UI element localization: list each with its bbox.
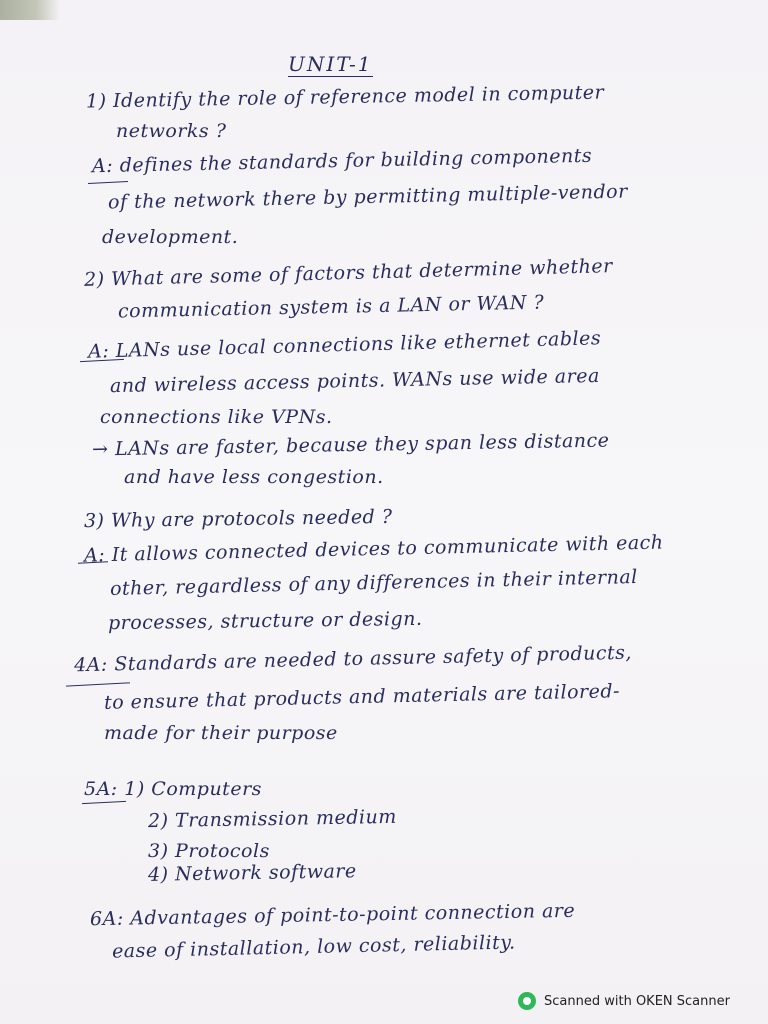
a3-line-3: processes, structure or design. [107,607,423,635]
a6-line-1: 6A: Advantages of point-to-point connection are [89,899,576,931]
q1-line-1: 1) Identify the role of reference model in computer [85,81,605,113]
scanner-watermark-text: Scanned with OKEN Scanner [544,993,730,1009]
q2-line-2: communication system is a LAN or WAN ? [117,291,545,323]
a1-line-1: A: defines the standards for building components [91,144,593,178]
a1-line-2: of the network there by permitting multiple-vendor [107,180,628,214]
unit-title: UNIT-1 [288,52,373,76]
a2-line-4: → LANs are faster, because they span less distance [91,429,610,461]
a4-line-1: 4A: Standards are needed to assure safety of products, [73,641,633,677]
scanner-logo-icon [518,992,536,1010]
q2-line-1: 2) What are some of factors that determine whether [83,255,613,291]
a5-line-4: 4) Network software [147,860,357,886]
a2-line-5: and have less congestion. [124,466,384,488]
a3-line-1: A: It allows connected devices to communicate with each [83,531,664,567]
page-edge-shadow [0,0,60,20]
a2-line-2: and wireless access points. WANs use wide area [109,364,601,398]
a2-line-1: A: LANs use local connections like ethernet cables [87,327,602,363]
q3-line-1: 3) Why are protocols needed ? [83,505,393,533]
q1-line-2: networks ? [116,120,227,142]
scanner-watermark [518,990,730,1012]
a2-line-3: connections like VPNs. [100,406,333,428]
a3-line-2: other, regardless of any differences in their internal [109,566,638,600]
a6-line-2: ease of installation, low cost, reliability. [111,931,516,963]
a5-line-3: 3) Protocols [148,840,270,862]
a1-line-3: development. [102,226,239,248]
a5-line-2: 2) Transmission medium [147,805,397,833]
a5-line-1: 5A: 1) Computers [84,778,262,800]
a4-line-2: to ensure that products and materials are tailored- [103,680,621,714]
a4-line-3: made for their purpose [104,722,338,744]
